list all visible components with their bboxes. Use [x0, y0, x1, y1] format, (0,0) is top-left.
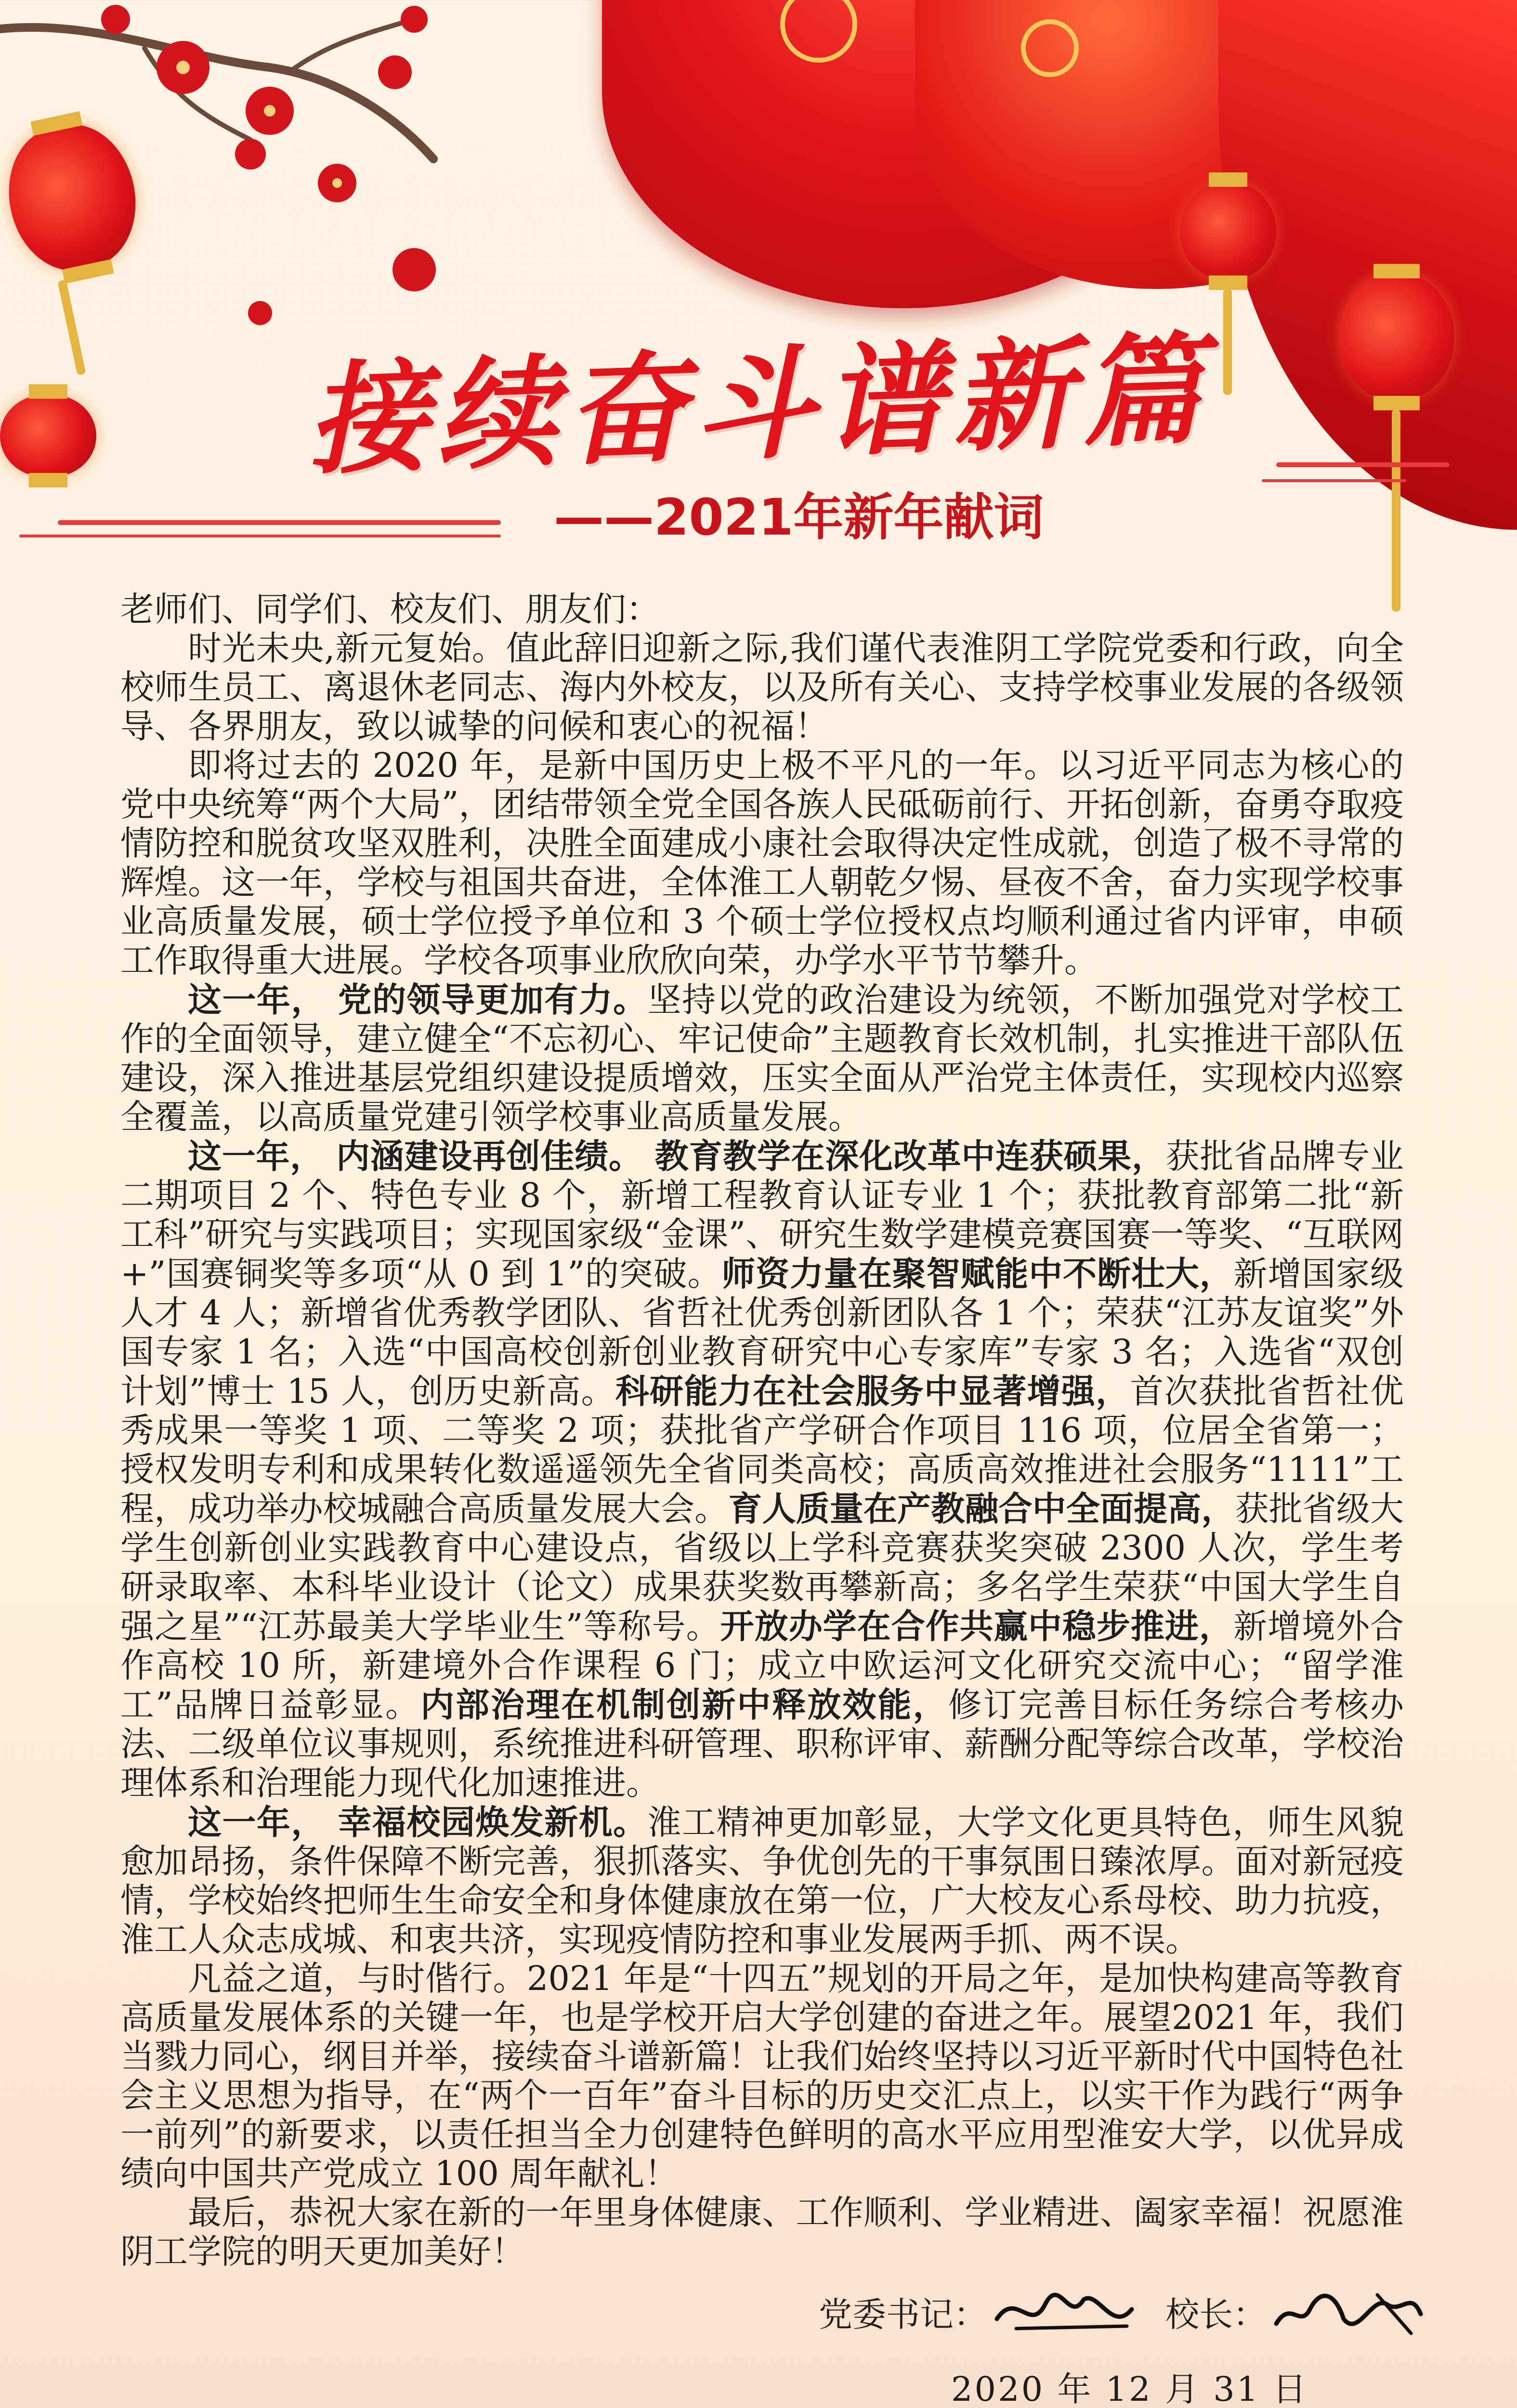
- paragraph-text: 新增境外合作高校 10 所，新建境外合作课程 6 门；成立中欧运河文化研究交流中心；“留学淮工”品牌日益彰显。: [120, 1607, 1404, 1725]
- cloud-line-icon: [19, 535, 501, 537]
- paragraph-text: 首次获批省哲社优秀成果一等奖 1 项、二等奖 2 项；获批省产学研合作项目 116 项，位居全省第一；授权发明专利和成果转化数遥遥领先全省同类高校；高质高效推进社会服务“1111”工程，成功举办校城融合高质量发展大会。: [120, 1372, 1404, 1529]
- party-secretary-signature-icon: [987, 2280, 1146, 2343]
- cloud-line-icon: [1262, 479, 1406, 482]
- letter-paragraph: [120, 746, 1404, 980]
- paragraph-highlight: 师资力量在聚智赋能中不断壮大，: [721, 1254, 1234, 1294]
- paragraph-text: 获批省品牌专业二期项目 2 个、特色专业 8 个，新增工程教育认证专业 1 个；获批教育部第二批“新工科”研究与实践项目；实现国家级“金课”、研究生数学建模竞赛国赛一等奖、“互联网+”国赛铜奖等多项“从 0 到 1”的突破。: [120, 1137, 1404, 1294]
- campus-skyline-icon: [0, 2387, 1517, 2408]
- paragraph-highlight: 内部治理在机制创新中释放效能，: [420, 1685, 948, 1725]
- cloud-line-icon: [58, 520, 501, 525]
- president-signature-icon: [1267, 2280, 1425, 2343]
- paragraph-text: 凡益之道，与时偕行。2021 年是“十四五”规划的开局之年，是加快构建高等教育高质量发展体系的关键一年，也是学校开启大学创建的奋进之年。展望2021 年，我们当戮力同心，纲目并举，接续奋斗谱新篇！让我们始终坚持以习近平新时代中国特色社会主义思想为指导，在“两个一百年”奋斗目标的历史交汇点上，以实干作为践行“两争一前列”的新要求，以责任担当全力创建特色鲜明的高水平应用型淮安大学，以优异成绩向中国共产党成立 100 周年献礼！: [120, 1959, 1404, 2193]
- letter-paragraph: [120, 1137, 1404, 1803]
- paragraph-text: 坚持以党的政治建设为统领，不断加强党对学校工作的全面领导，建立健全“不忘初心、牢记使命”主题教育长效机制，扎实推进干部队伍建设，深入推进基层党组织建设提质增效，压实全面从严治党主体责任，实现校内巡察全覆盖，以高质量党建引领学校事业高质量发展。: [120, 980, 1404, 1137]
- paragraph-text: 最后，恭祝大家在新的一年里身体健康、工作顺利、学业精进、阖家幸福！祝愿淮阴工学院的明天更加美好！: [120, 2193, 1404, 2271]
- red-lantern-icon: [1180, 183, 1276, 279]
- page-subtitle: ——2021年新年献词: [554, 488, 1044, 547]
- letter-body: [120, 590, 1404, 2271]
- salutation: 老师们、同学们、校友们、朋友们：: [120, 589, 660, 629]
- letter-paragraph: [120, 1803, 1404, 1959]
- letter-paragraph: [120, 2193, 1404, 2271]
- paragraph-highlight: 开放办学在合作共赢中稳步推进，: [720, 1606, 1233, 1646]
- party-secretary-label: 党委书记：: [819, 2294, 987, 2334]
- paragraph-text: 新增国家级人才 4 人；新增省优秀教学团队、省哲社优秀创新团队各 1 个；荣获“江苏友谊奖”外国专家 1 名；入选“中国高校创新创业教育研究中心专家库”专家 3 名；入选省“双创计划”博士 15 人，创历史新高。: [120, 1254, 1404, 1411]
- letter-paragraph: [120, 980, 1404, 1137]
- paragraph-highlight: 这一年， 幸福校园焕发新机。: [188, 1802, 648, 1842]
- paragraph-text: 时光未央,新元复始。值此辞旧迎新之际,我们谨代表淮阴工学院党委和行政，向全校师生员工、离退休老同志、海内外校友，以及所有关心、支持学校事业发展的各级领导、各界朋友，致以诚挚的问候和衷心的祝福！: [120, 628, 1404, 746]
- paragraph-text: 修订完善目标任务综合考核办法、二级单位议事规则，系统推进科研管理、职称评审、薪酬分配等综合改革，学校治理体系和治理能力现代化加速推进。: [120, 1685, 1404, 1803]
- president-label: 校长：: [1165, 2294, 1267, 2334]
- paragraph-highlight: 科研能力在社会服务中显著增强，: [615, 1371, 1130, 1411]
- paragraph-highlight: 这一年， 党的领导更加有力。: [188, 980, 648, 1020]
- paragraph-highlight: 育人质量在产教融合中全面提高，: [728, 1489, 1235, 1529]
- paragraph-text: 淮工精神更加彰显，大学文化更具特色，师生风貌愈加昂扬，条件保障不断完善，狠抓落实、争优创先的干事氛围日臻浓厚。面对新冠疫情，学校始终把师生生命安全和身体健康放在第一位，广大校友心系母校、助力抗疫，淮工人众志成城、和衷共济，实现疫情防控和事业发展两手抓、两不误。: [120, 1803, 1404, 1959]
- letter-paragraph: [120, 1959, 1404, 2193]
- paragraph-text: 获批省级大学生创新创业实践教育中心建设点，省级以上学科竞赛获奖突破 2300 人次，学生考研录取率、本科毕业设计（论文）成果获奖数再攀新高；多名学生荣获“中国大学生自强之星”“江苏最美大学毕业生”等称号。: [120, 1489, 1404, 1646]
- gold-sun-icon: [1021, 19, 1079, 77]
- letter-paragraph: [120, 629, 1404, 746]
- cloud-line-icon: [1276, 462, 1450, 467]
- paragraph-text: 即将过去的 2020 年，是新中国历史上极不平凡的一年。以习近平同志为核心的党中央统筹“两个大局”，团结带领全党全国各族人民砥砺前行、开拓创新，奋勇夺取疫情防控和脱贫攻坚双胜利，决胜全面建成小康社会取得决定性成就，创造了极不寻常的辉煌。这一年，学校与祖国共奋进，全体淮工人朝乾夕惕、昼夜不舍，奋力实现学校事业高质量发展，硕士学位授予单位和 3 个硕士学位授权点均顺利通过省内评审，申硕工作取得重大进展。学校各项事业欣欣向荣，办学水平节节攀升。: [120, 746, 1404, 980]
- page-title: 接续奋斗谱新篇: [305, 318, 1213, 491]
- letter-date: 2020 年 12 月 31 日: [951, 2369, 1308, 2408]
- paragraph-list: [120, 629, 1404, 2271]
- paragraph-highlight: 这一年， 内涵建设再创佳绩。 教育教学在深化改革中连获硕果，: [188, 1136, 1166, 1176]
- signature-row: [819, 2273, 1445, 2350]
